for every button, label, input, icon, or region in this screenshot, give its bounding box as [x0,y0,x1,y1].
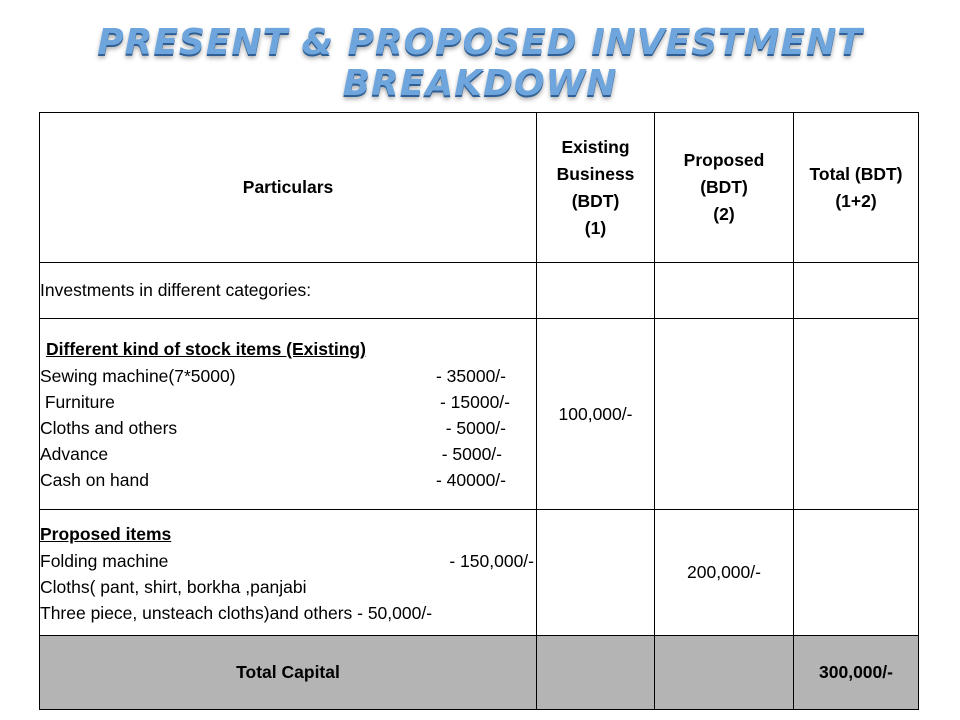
list-item [40,441,536,467]
header-proposed [655,113,794,263]
list-item [40,574,536,600]
item-label: Cloths( pant, shirt, borkha ,panjabi [40,576,307,597]
header-proposed-line: Proposed [683,150,765,170]
proposed-value: 200,000/- [655,510,794,636]
header-row [40,113,919,263]
item-amount: - 15000/- [439,392,510,412]
item-label: Cash on hand [40,470,149,490]
header-total-line: (1+2) [835,190,877,211]
empty-cell [655,636,794,710]
total-value: 300,000/- [794,636,919,710]
empty-cell [537,510,655,636]
item-label: Advance [40,444,109,464]
list-item [40,363,536,389]
header-total [794,113,919,263]
empty-cell [537,636,655,710]
header-total-line: Total (BDT) [809,163,903,184]
list-item [40,389,536,415]
empty-cell [537,263,655,319]
item-label: Furniture [40,392,115,412]
list-item [40,548,536,574]
table-row [40,263,919,319]
header-particulars: Particulars [40,113,537,263]
item-label: Three piece, unsteach cloths)and others - 50,000/- [40,602,433,623]
item-label: Folding machine [40,550,169,571]
header-existing-line: Existing [561,136,630,157]
item-amount: - 35000/- [435,366,506,386]
total-row [40,636,919,710]
header-proposed-line: (2) [713,204,735,224]
table-row [40,319,919,510]
table-row [40,510,919,636]
proposed-heading: Proposed items [40,523,172,544]
list-item [40,415,536,441]
header-existing-line: (BDT) [571,190,620,211]
empty-cell [794,510,919,636]
category-label: Investments in different categories: [40,263,537,319]
item-label: Sewing machine(7*5000) [40,366,236,386]
empty-cell [794,319,919,510]
stock-heading: Different kind of stock items (Existing) [46,339,366,359]
empty-cell [655,263,794,319]
header-existing-line: Business [556,163,635,184]
stock-items-cell [40,319,537,510]
empty-cell [655,319,794,510]
item-label: Cloths and others [40,418,178,438]
header-proposed-line: (BDT) [700,177,748,197]
proposed-items-cell [40,510,537,636]
slide-title: PRESENT & PROPOSED INVESTMENT BREAKDOWN [97,22,863,104]
header-existing-line: (1) [584,217,607,238]
item-amount: - 5000/- [441,444,502,464]
empty-cell [794,263,919,319]
total-label: Total Capital [40,636,537,710]
item-amount: - 150,000/- [449,550,534,571]
list-item [40,600,536,626]
existing-value: 100,000/- [537,319,655,510]
item-amount: - 40000/- [435,470,506,490]
list-item [40,467,536,493]
header-existing [537,113,655,263]
item-amount: - 5000/- [445,418,506,438]
investment-table [39,112,919,710]
